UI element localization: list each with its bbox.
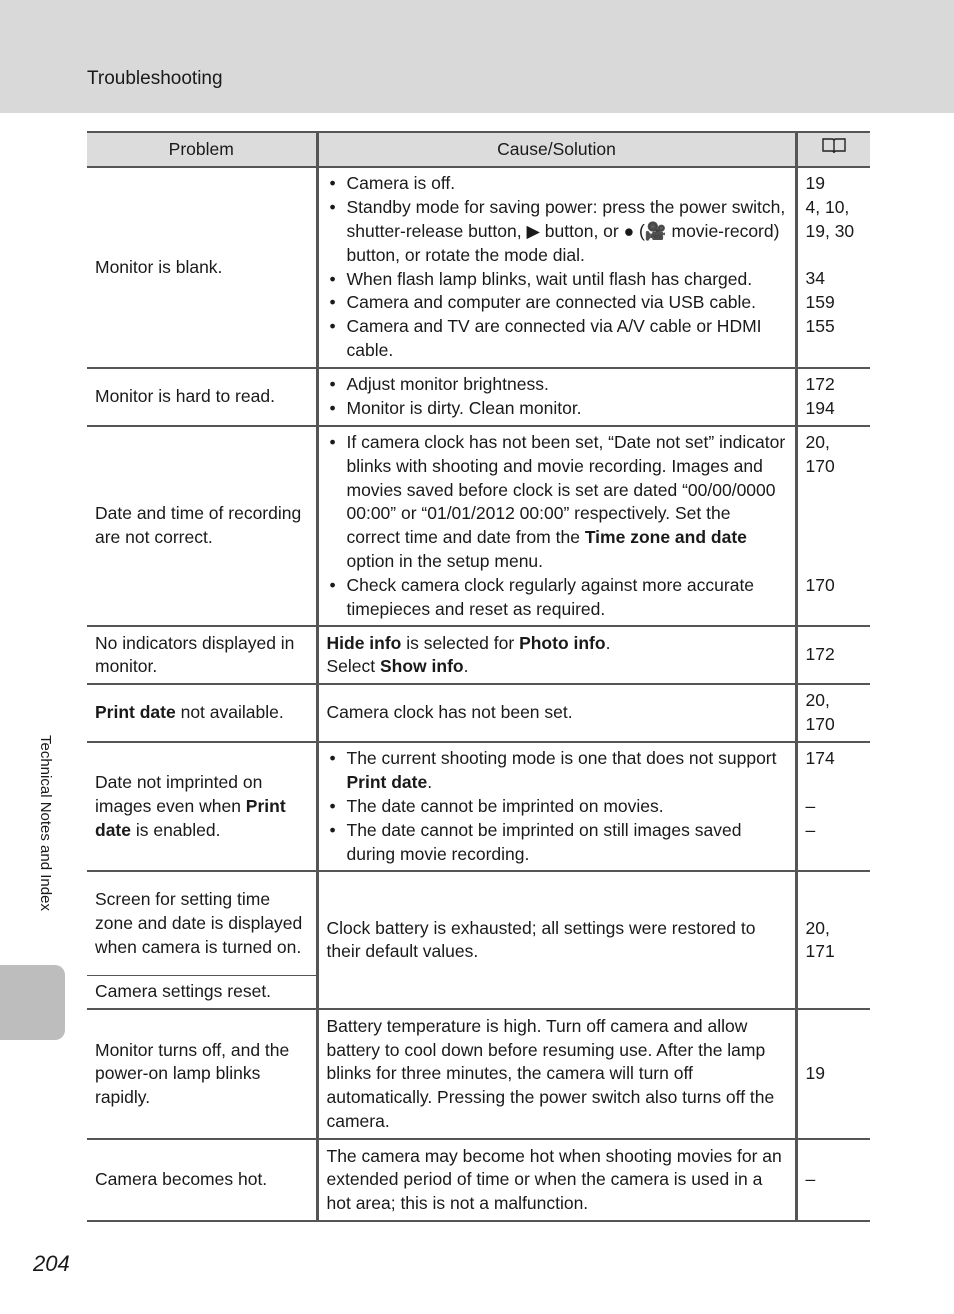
ref-page: 20, bbox=[805, 690, 830, 711]
ref-page: 19, 30 bbox=[805, 220, 855, 241]
reference-cell: 19 bbox=[796, 1009, 870, 1139]
page-header bbox=[0, 0, 954, 113]
solution-cell: Camera clock has not been set. bbox=[317, 684, 796, 742]
ref-page: 20, bbox=[805, 432, 830, 452]
problem-cell: Date and time of recording are not correct. bbox=[87, 426, 317, 626]
cause-item: • Camera and computer are connected via USB cable. bbox=[347, 291, 787, 315]
solution-cell bbox=[317, 626, 796, 684]
menu-option-name: Print date bbox=[95, 795, 286, 840]
reference-cell bbox=[796, 368, 870, 426]
solution-cell: Battery temperature is high. Turn off camera and allow battery to cool down before resuming use. After the lamp blinks for three minutes, the camera will turn off automatically. Pressing the power switch also turns off the camera. bbox=[317, 1009, 796, 1139]
ref-page bbox=[806, 771, 863, 795]
table-row bbox=[87, 871, 870, 975]
table-row bbox=[87, 684, 870, 742]
section-title: Troubleshooting bbox=[87, 68, 223, 89]
book-icon bbox=[821, 137, 847, 155]
menu-option-name: Photo info bbox=[519, 632, 606, 653]
solution-cell: The camera may become hot when shooting movies for an extended period of time or when the camera is used in a hot area; this is not a malfunction. bbox=[317, 1139, 796, 1221]
cause-item: • Standby mode for saving power: press the power switch, shutter-release button, ▶ button, or ● (🎥 movie-record) button, or rotate the mode dial. bbox=[347, 196, 787, 267]
solution-cell: Clock battery is exhausted; all settings were restored to their default values. bbox=[317, 871, 796, 1009]
problem-cell bbox=[87, 742, 317, 871]
page-number: 204 bbox=[33, 1251, 70, 1276]
cause-item: • Adjust monitor brightness. bbox=[347, 373, 787, 397]
solution-text: is selected for bbox=[401, 632, 520, 653]
cause-item: • Monitor is dirty. Clean monitor. bbox=[347, 397, 787, 421]
ref-page: 171 bbox=[805, 941, 835, 962]
ref-page: 159 bbox=[805, 291, 835, 312]
ref-page: – bbox=[805, 795, 816, 816]
problem-text: Date not imprinted on images even when bbox=[95, 772, 263, 816]
ref-page: 34 bbox=[805, 268, 825, 289]
menu-option-name: Print date bbox=[95, 702, 176, 723]
cause-item bbox=[347, 431, 787, 574]
ref-page bbox=[806, 479, 863, 503]
header-solution: Cause/Solution bbox=[317, 132, 796, 167]
troubleshooting-table bbox=[87, 131, 870, 1222]
ref-page: 155 bbox=[805, 315, 835, 336]
problem-cell: Monitor is hard to read. bbox=[87, 368, 317, 426]
ref-page: 4, 10, bbox=[805, 196, 850, 217]
solution-cell bbox=[317, 167, 796, 368]
cause-text: If camera clock has not been set, “Date not set” indicator blinks with shooting and movie recording. Images and movies saved before clock is set are dated “00/00/0000 00:00” or “01/01/2012 00:00” respectively. Set the correct time and date from the bbox=[346, 432, 786, 548]
menu-option-name: Time zone and date bbox=[584, 527, 747, 548]
problem-cell: No indicators displayed in monitor. bbox=[87, 626, 317, 684]
problem-cell bbox=[87, 684, 317, 742]
ref-page: 172 bbox=[805, 374, 835, 394]
header-problem: Problem bbox=[87, 132, 317, 167]
table-row bbox=[87, 1139, 870, 1221]
cause-item: • Check camera clock regularly against more accurate timepieces and reset as required. bbox=[347, 574, 787, 622]
table-row bbox=[87, 426, 870, 626]
solution-cell bbox=[317, 426, 796, 626]
ref-page bbox=[806, 502, 863, 526]
cause-item: • Camera and TV are connected via A/V cable or HDMI cable. bbox=[347, 315, 787, 363]
problem-cell: Camera settings reset. bbox=[87, 975, 317, 1009]
table-header-row bbox=[87, 132, 870, 167]
reference-cell bbox=[796, 742, 870, 871]
solution-cell bbox=[317, 742, 796, 871]
ref-page bbox=[806, 550, 863, 574]
problem-cell: Screen for setting time zone and date is displayed when camera is turned on. bbox=[87, 871, 317, 975]
table-row bbox=[87, 626, 870, 684]
reference-cell: 172 bbox=[796, 626, 870, 684]
reference-cell bbox=[796, 167, 870, 368]
header-reference bbox=[796, 132, 870, 167]
cause-item: • The date cannot be imprinted on movies. bbox=[347, 795, 787, 819]
problem-text: is enabled. bbox=[130, 819, 221, 840]
solution-text: . bbox=[605, 632, 611, 653]
problem-cell: Monitor is blank. bbox=[87, 167, 317, 368]
problem-text: not available. bbox=[175, 702, 284, 723]
reference-cell bbox=[796, 426, 870, 626]
side-thumb-tab bbox=[0, 965, 65, 1040]
cause-item bbox=[347, 747, 787, 795]
ref-page: 19 bbox=[805, 173, 825, 193]
table-row bbox=[87, 1009, 870, 1139]
menu-option-name: Hide info bbox=[326, 632, 402, 653]
table-row bbox=[87, 742, 870, 871]
solution-text: . bbox=[463, 656, 469, 677]
menu-option-name: Print date bbox=[346, 772, 428, 793]
reference-cell: – bbox=[796, 1139, 870, 1221]
ref-page: 170 bbox=[805, 574, 835, 595]
ref-page: 174 bbox=[805, 748, 835, 769]
side-section-label: Technical Notes and Index bbox=[37, 735, 54, 911]
ref-page: 194 bbox=[805, 397, 835, 418]
menu-option-name: Show info bbox=[380, 656, 464, 677]
solution-cell bbox=[317, 368, 796, 426]
reference-cell bbox=[796, 871, 870, 1009]
cause-item: • When flash lamp blinks, wait until flash has charged. bbox=[347, 268, 787, 292]
ref-page: 170 bbox=[805, 714, 835, 735]
table-row bbox=[87, 368, 870, 426]
ref-page: – bbox=[805, 819, 816, 840]
cause-text: . bbox=[427, 772, 433, 793]
ref-page: 20, bbox=[805, 917, 830, 938]
cause-text: The current shooting mode is one that does not support bbox=[346, 748, 777, 769]
ref-page: 170 bbox=[805, 455, 835, 476]
cause-item: • Camera is off. bbox=[347, 172, 787, 196]
ref-page bbox=[806, 243, 863, 267]
cause-text: option in the setup menu. bbox=[346, 550, 544, 571]
cause-item: • The date cannot be imprinted on still images saved during movie recording. bbox=[347, 819, 787, 867]
problem-cell: Camera becomes hot. bbox=[87, 1139, 317, 1221]
reference-cell bbox=[796, 684, 870, 742]
problem-cell: Monitor turns off, and the power-on lamp blinks rapidly. bbox=[87, 1009, 317, 1139]
solution-text: Select bbox=[326, 656, 380, 677]
ref-page bbox=[806, 526, 863, 550]
table-row bbox=[87, 167, 870, 368]
